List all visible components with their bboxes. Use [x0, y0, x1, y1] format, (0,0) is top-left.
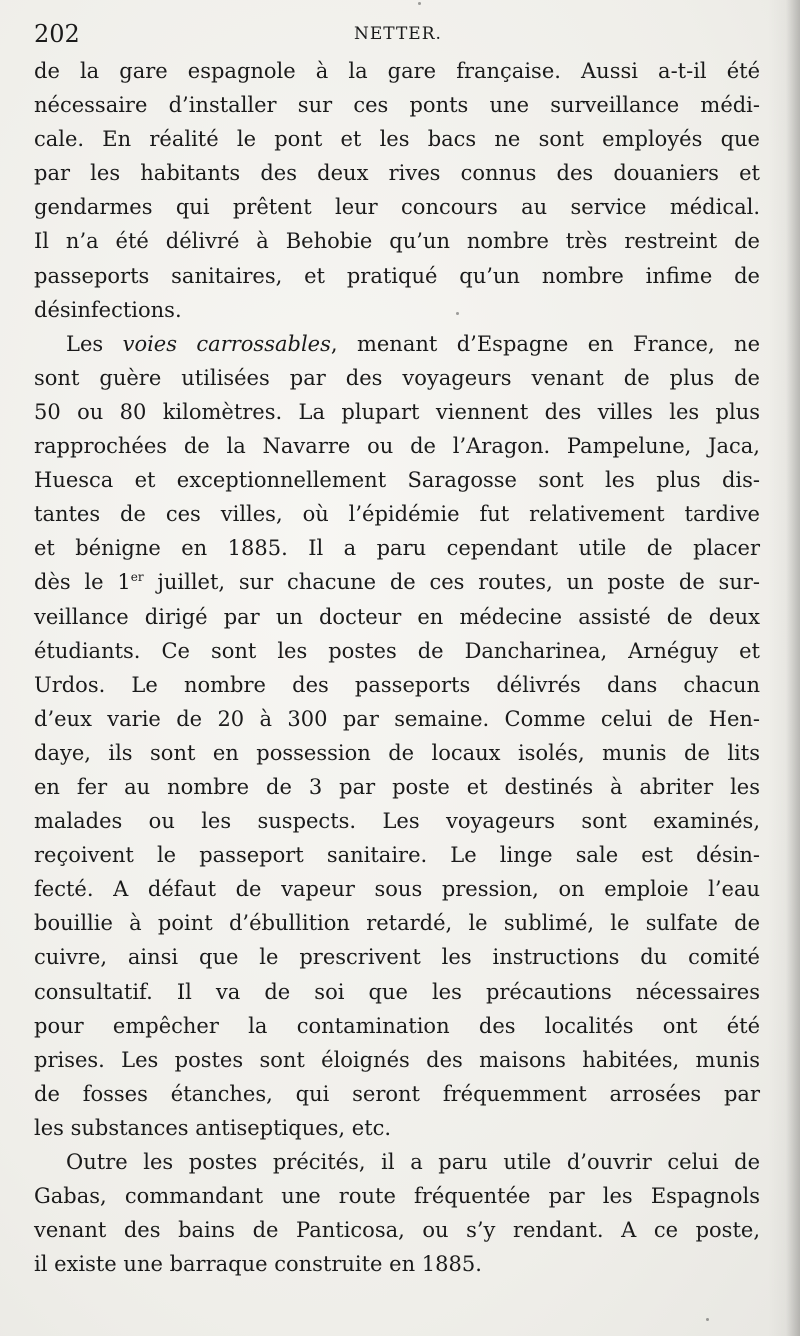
- text-line: reçoivent le passeport sanitaire. Le linge sale est désin-: [34, 843, 760, 868]
- text-line: par les habitants des deux rives connus des douaniers et: [34, 161, 760, 186]
- text-line: gendarmes qui prêtent leur concours au service médical.: [34, 195, 760, 220]
- text-line: de fosses étanches, qui seront fréquemment arrosées par: [34, 1081, 760, 1106]
- text-line: consultatif. Il va de soi que les précautions nécessaires: [34, 979, 760, 1004]
- text-line: veillance dirigé par un docteur en médecine assisté de deux: [34, 604, 760, 629]
- paragraph-start-line: [34, 327, 760, 361]
- text-line: rapprochées de la Navarre ou de l’Aragon. Pampelune, Jaca,: [34, 434, 760, 459]
- text-fragment: dès le 1: [34, 570, 131, 595]
- text-line: [34, 565, 760, 599]
- text-line: bouillie à point d’ébullition retardé, le sublimé, le sulfate de: [34, 911, 760, 936]
- text-line: passeports sanitaires, et pratiqué qu’un nombre infime de: [34, 263, 760, 288]
- text-fragment: juillet, sur chacune de ces routes, un poste de sur-: [143, 570, 760, 595]
- ink-speck: [456, 312, 459, 315]
- text-line: fecté. A défaut de vapeur sous pression, on emploie l’eau: [34, 877, 760, 902]
- body-text: [34, 54, 760, 1281]
- paragraph-end-line: désinfections.: [34, 297, 182, 322]
- italic-term: voies carrossables: [122, 331, 331, 356]
- text-line: Il n’a été délivré à Behobie qu’un nombre très restreint de: [34, 229, 760, 254]
- text-line: tantes de ces villes, où l’épidémie fut relativement tardive: [34, 502, 760, 527]
- text-fragment: , menant d’Espagne en France, ne: [330, 331, 760, 356]
- text-line: cuivre, ainsi que le prescrivent les instructions du comité: [34, 945, 760, 970]
- text-line: de la gare espagnole à la gare française. Aussi a-t-il été: [34, 59, 760, 83]
- text-line: prises. Les postes sont éloignés des maisons habitées, munis: [34, 1047, 760, 1072]
- text-line: pour empêcher la contamination des localités ont été: [34, 1013, 760, 1038]
- text-line: nécessaire d’installer sur ces ponts une surveillance médi-: [34, 93, 760, 118]
- text-line: 50 ou 80 kilomètres. La plupart viennent des villes les plus: [34, 399, 760, 424]
- text-line: d’eux varie de 20 à 300 par semaine. Comme celui de Hen-: [34, 706, 760, 731]
- text-fragment: Les: [66, 331, 123, 356]
- paragraph-start-line: Outre les postes précités, il a paru utile d’ouvrir celui de: [66, 1150, 760, 1174]
- page-number: 202: [34, 20, 80, 48]
- text-line: malades ou les suspects. Les voyageurs sont examinés,: [34, 809, 760, 834]
- running-title: NETTER.: [354, 24, 442, 44]
- text-line: daye, ils sont en possession de locaux isolés, munis de lits: [34, 740, 760, 765]
- text-line: Urdos. Le nombre des passeports délivrés dans chacun: [34, 672, 760, 697]
- text-line: et bénigne en 1885. Il a paru cependant utile de placer: [34, 536, 760, 561]
- text-line: cale. En réalité le pont et les bacs ne sont employés que: [34, 127, 760, 152]
- text-line: sont guère utilisées par des voyageurs venant de plus de: [34, 365, 760, 390]
- ink-speck: [418, 2, 421, 5]
- text-line: Gabas, commandant une route fréquentée par les Espagnols: [34, 1184, 760, 1209]
- ordinal-superscript: er: [130, 570, 144, 585]
- text-line: en fer au nombre de 3 par poste et destinés à abriter les: [34, 774, 760, 799]
- text-line: venant des bains de Panticosa, ou s’y rendant. A ce poste,: [34, 1218, 760, 1243]
- text-line: étudiants. Ce sont les postes de Dancharinea, Arnéguy et: [34, 638, 760, 663]
- page-edge-shadow: [786, 0, 800, 1336]
- ink-speck: [706, 1318, 709, 1321]
- paragraph-end-line: il existe une barraque construite en 1885.: [34, 1252, 482, 1277]
- paragraph-end-line: les substances antiseptiques, etc.: [34, 1115, 392, 1140]
- running-head: [34, 16, 774, 52]
- text-line: Huesca et exceptionnellement Saragosse sont les plus dis-: [34, 468, 760, 493]
